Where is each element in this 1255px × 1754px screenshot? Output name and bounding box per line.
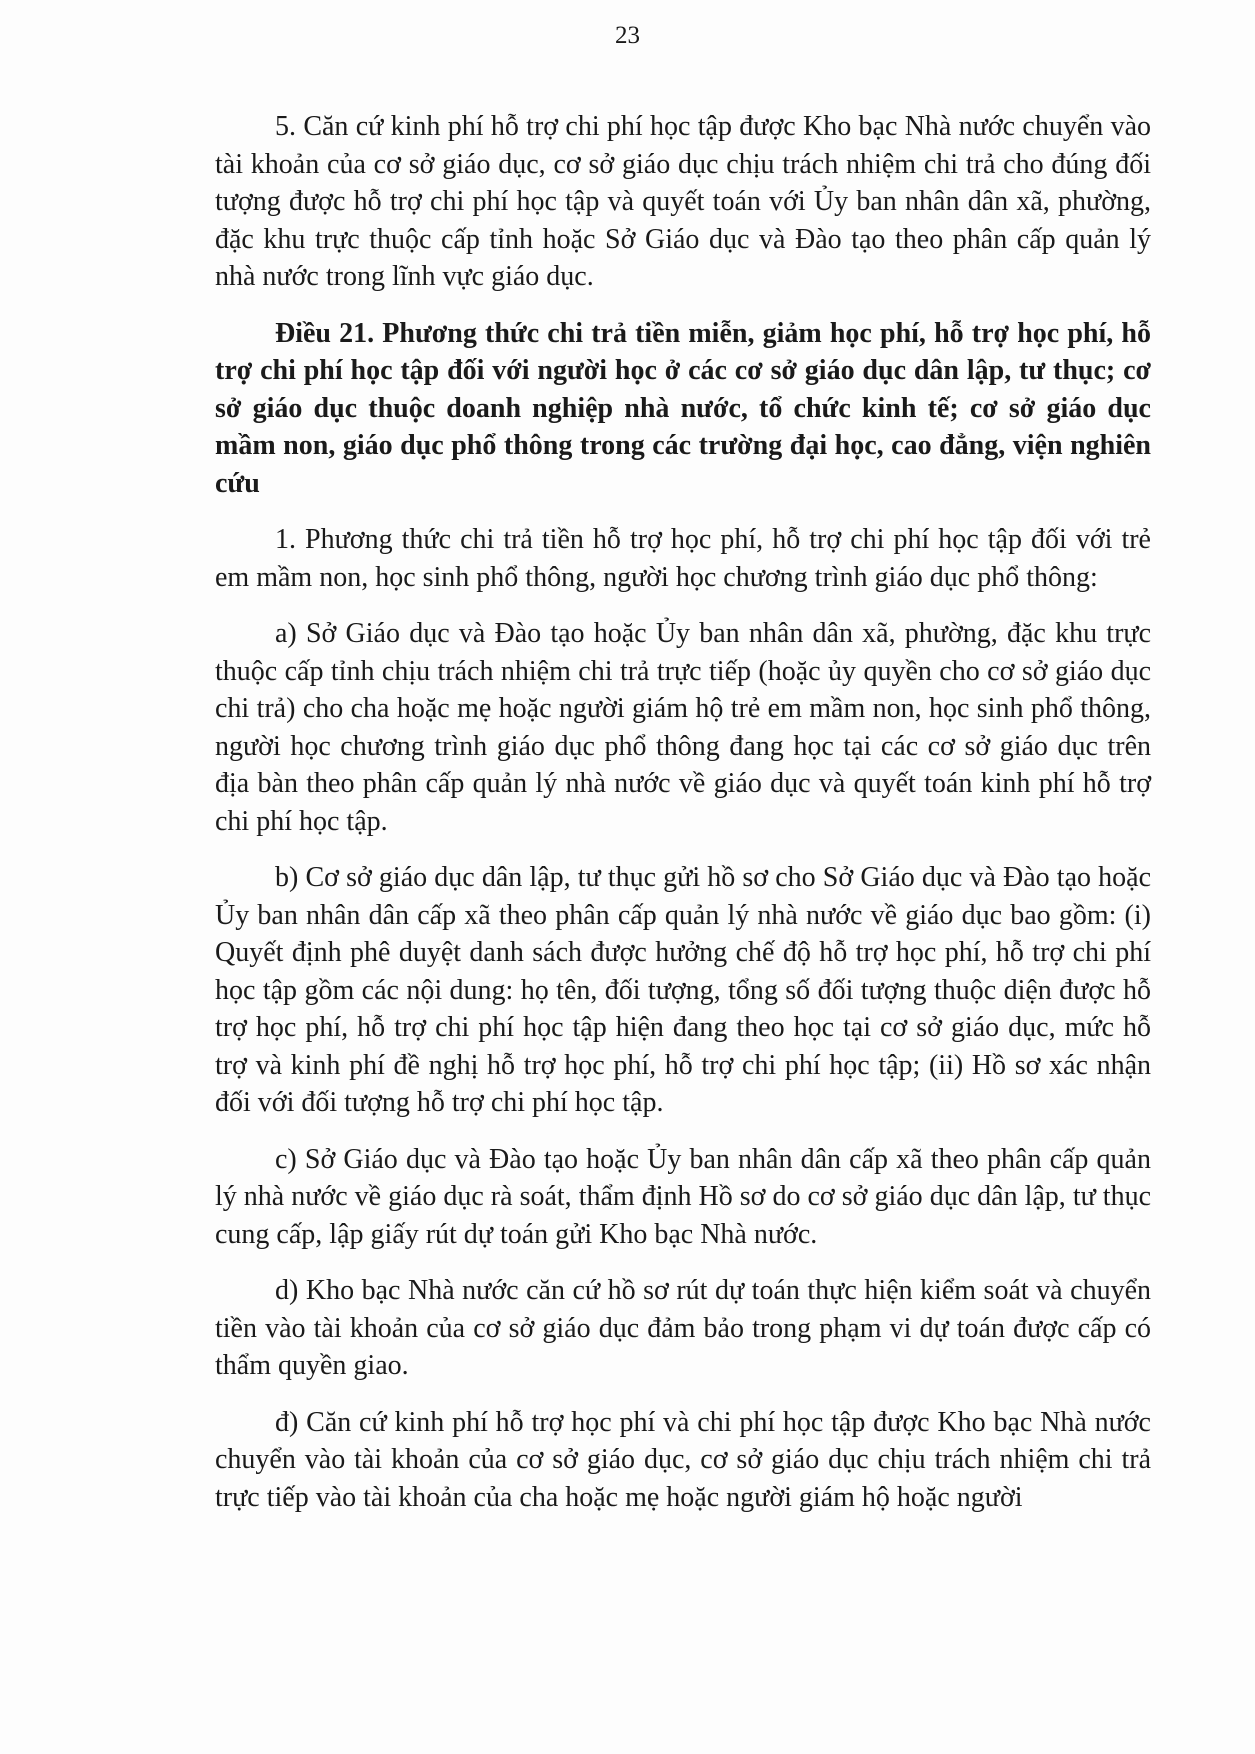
point-b-paragraph: b) Cơ sở giáo dục dân lập, tư thục gửi hồ sơ cho Sở Giáo dục và Đào tạo hoặc Ủy ban nhân dân cấp xã theo phân cấp quản lý nhà nước về giáo dục bao gồm: (i) Quyết định phê duyệt danh sách được hưởng chế độ hỗ trợ học phí, hỗ trợ chi phí học tập gồm các nội dung: họ tên, đối tượng, tổng số đối tượng thuộc diện được hỗ trợ học phí, hỗ trợ chi phí học tập hiện đang theo học tại cơ sở giáo dục, mức hỗ trợ và kinh phí đề nghị hỗ trợ học phí, hỗ trợ chi phí học tập; (ii) Hồ sơ xác nhận đối với đối tượng hỗ trợ chi phí học tập. bbox=[215, 862, 1151, 1118]
clause-5-paragraph: 5. Căn cứ kinh phí hỗ trợ chi phí học tập được Kho bạc Nhà nước chuyển vào tài khoản của cơ sở giáo dục, cơ sở giáo dục chịu trách nhiệm chi trả cho đúng đối tượng được hỗ trợ chi phí học tập và quyết toán với Ủy ban nhân dân xã, phường, đặc khu trực thuộc cấp tỉnh hoặc Sở Giáo dục và Đào tạo theo phân cấp quản lý nhà nước trong lĩnh vực giáo dục. bbox=[215, 111, 1151, 292]
page-number: 23 bbox=[615, 22, 640, 49]
point-d-paragraph: d) Kho bạc Nhà nước căn cứ hồ sơ rút dự toán thực hiện kiểm soát và chuyển tiền vào tài khoản của cơ sở giáo dục đảm bảo trong phạm vi dự toán được cấp có thẩm quyền giao. bbox=[215, 1275, 1151, 1381]
article-21-heading: Điều 21. Phương thức chi trả tiền miễn, giảm học phí, hỗ trợ học phí, hỗ trợ chi phí học tập đối với người học ở các cơ sở giáo dục dân lập, tư thục; cơ sở giáo dục thuộc doanh nghiệp nhà nước, tổ chức kinh tế; cơ sở giáo dục mầm non, giáo dục phổ thông trong các trường đại học, cao đẳng, viện nghiên cứu bbox=[215, 317, 1151, 499]
clause-1-paragraph: 1. Phương thức chi trả tiền hỗ trợ học phí, hỗ trợ chi phí học tập đối với trẻ em mầm non, học sinh phổ thông, người học chương trình giáo dục phổ thông: bbox=[215, 524, 1151, 593]
point-c-paragraph: c) Sở Giáo dục và Đào tạo hoặc Ủy ban nhân dân cấp xã theo phân cấp quản lý nhà nước về giáo dục rà soát, thẩm định Hồ sơ do cơ sở giáo dục dân lập, tư thục cung cấp, lập giấy rút dự toán gửi Kho bạc Nhà nước. bbox=[215, 1143, 1151, 1250]
point-dd-paragraph: đ) Căn cứ kinh phí hỗ trợ học phí và chi phí học tập được Kho bạc Nhà nước chuyển vào tài khoản của cơ sở giáo dục, cơ sở giáo dục chịu trách nhiệm chi trả trực tiếp vào tài khoản của cha hoặc mẹ hoặc người giám hộ hoặc người bbox=[215, 1406, 1151, 1513]
point-a-paragraph: a) Sở Giáo dục và Đào tạo hoặc Ủy ban nhân dân xã, phường, đặc khu trực thuộc cấp tỉnh chịu trách nhiệm chi trả trực tiếp (hoặc ủy quyền cho cơ sở giáo dục chi trả) cho cha hoặc mẹ hoặc người giám hộ trẻ em mầm non, học sinh phổ thông, người học chương trình giáo dục phổ thông đang học tại các cơ sở giáo dục trên địa bàn theo phân cấp quản lý nhà nước về giáo dục và quyết toán kinh phí hỗ trợ chi phí học tập. bbox=[215, 618, 1151, 837]
document-body bbox=[215, 108, 1151, 1535]
